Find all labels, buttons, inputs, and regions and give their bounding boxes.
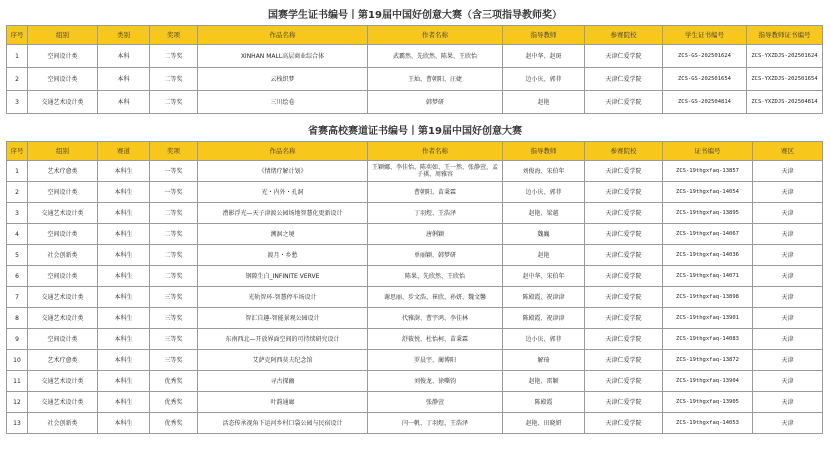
cell-cert-no: ZCS-19thgxfaq-14067 (663, 224, 753, 245)
cell-cert-no: ZCS-19thgxfaq-14071 (663, 266, 753, 287)
cell-award: 优秀奖 (150, 392, 198, 413)
cell-school: 天津仁爱学院 (585, 308, 663, 329)
cell-school: 天津仁爱学院 (585, 91, 663, 114)
cell-group: 交通艺术设计类 (28, 203, 98, 224)
cell-school: 天津仁爱学院 (585, 266, 663, 287)
cell-region: 天津 (753, 350, 823, 371)
cell-track: 本科生 (98, 392, 150, 413)
cell-index: 1 (7, 45, 28, 68)
column-header-work-title: 作品名称 (198, 142, 368, 161)
table-row (7, 371, 823, 392)
cell-index: 1 (7, 161, 28, 182)
cell-track: 本科生 (98, 413, 150, 434)
cell-work-title: 《情绪疗解计划》 (198, 161, 368, 182)
cell-award: 二等奖 (150, 45, 198, 68)
column-header-school: 参赛院校 (585, 142, 663, 161)
cell-teacher-cert-no: ZCS-YXZDJS-202501654 (747, 68, 823, 91)
cell-work-title: 寻古探幽 (198, 371, 368, 392)
column-header-group: 组别 (28, 26, 98, 45)
cell-track: 本科生 (98, 245, 150, 266)
cell-school: 天津仁爱学院 (585, 161, 663, 182)
cell-authors: 代雅澍、曹宇鸿、李佳林 (368, 308, 503, 329)
cell-work-title: 光轨智环-智慧停车场设计 (198, 287, 368, 308)
column-header-group: 组别 (28, 142, 98, 161)
column-header-authors: 作者名称 (368, 26, 503, 45)
table-header-row (7, 142, 823, 161)
cell-track: 本科生 (98, 266, 150, 287)
cell-category: 本科 (98, 91, 150, 114)
cell-region: 天津 (753, 371, 823, 392)
cell-index: 12 (7, 392, 28, 413)
cell-school: 天津仁爱学院 (585, 413, 663, 434)
cell-work-title: 钢隙生白_INFINITE VERVE (198, 266, 368, 287)
cell-advisor: 边小庆、郭菲 (503, 182, 585, 203)
section2-title: 省赛高校赛道证书编号丨第19届中国好创意大赛 (308, 126, 522, 137)
cell-group: 艺术疗愈类 (28, 350, 98, 371)
cell-cert-no: ZCS-19thgxfaq-14054 (663, 182, 753, 203)
table-row (7, 161, 823, 182)
cell-school: 天津仁爱学院 (585, 329, 663, 350)
table-row (7, 224, 823, 245)
cell-index: 3 (7, 203, 28, 224)
cell-group: 空间设计类 (28, 224, 98, 245)
cell-advisor: 赵中华、宋伯年 (503, 266, 585, 287)
cell-award: 三等奖 (150, 308, 198, 329)
cell-group: 交通艺术设计类 (28, 308, 98, 329)
cell-index: 8 (7, 308, 28, 329)
column-header-school: 参赛院校 (585, 26, 663, 45)
column-header-region: 赛区 (753, 142, 823, 161)
cell-advisor: 解琦 (503, 350, 585, 371)
cell-advisor: 赵艳 (503, 91, 585, 114)
cell-award: 优秀奖 (150, 413, 198, 434)
cell-work-title: 渡月・乡愁 (198, 245, 368, 266)
cell-region: 天津 (753, 224, 823, 245)
cell-advisor: 赵艳、雷颖 (503, 371, 585, 392)
cell-region: 天津 (753, 308, 823, 329)
cell-award: 二等奖 (150, 245, 198, 266)
cell-index: 11 (7, 371, 28, 392)
cell-region: 天津 (753, 245, 823, 266)
cell-school: 天津仁爱学院 (585, 203, 663, 224)
table-row (7, 245, 823, 266)
column-header-cert-no: 证书编号 (663, 142, 753, 161)
cell-index: 7 (7, 287, 28, 308)
cell-group: 空间设计类 (28, 182, 98, 203)
cell-cert-no: ZCS-19thgxfaq-13904 (663, 371, 753, 392)
cell-region: 天津 (753, 182, 823, 203)
cell-region: 天津 (753, 413, 823, 434)
table-row (7, 287, 823, 308)
cell-school: 天津仁爱学院 (585, 392, 663, 413)
cell-work-title: 三川绘卷 (198, 91, 368, 114)
cell-student-cert-no: ZCS-GS-202501654 (663, 68, 747, 91)
cell-award: 一等奖 (150, 161, 198, 182)
cell-region: 天津 (753, 287, 823, 308)
cell-track: 本科生 (98, 182, 150, 203)
cell-authors: 丁羽煜、王浩泽 (368, 203, 503, 224)
cell-group: 艺术疗愈类 (28, 161, 98, 182)
cell-school: 天津仁爱学院 (585, 45, 663, 68)
cell-group: 交通艺术设计类 (28, 91, 98, 114)
cell-index: 2 (7, 182, 28, 203)
cell-cert-no: ZCS-19thgxfaq-14083 (663, 329, 753, 350)
cell-advisor: 魏巍 (503, 224, 585, 245)
table-row (7, 266, 823, 287)
cell-school: 天津仁爱学院 (585, 68, 663, 91)
cell-work-title: 云栈织梦 (198, 68, 368, 91)
section1-title: 国赛学生证书编号丨第19届中国好创意大赛（含三项指导教师奖） (268, 10, 562, 21)
cell-advisor: 赵艳 (503, 245, 585, 266)
table-row (7, 68, 823, 91)
cell-track: 本科生 (98, 287, 150, 308)
cell-index: 2 (7, 68, 28, 91)
cell-authors: 罗晨宇、蔺博阳 (368, 350, 503, 371)
cell-cert-no: ZCS-19thgxfaq-13898 (663, 287, 753, 308)
cell-category: 本科 (98, 68, 150, 91)
cell-award: 二等奖 (150, 68, 198, 91)
table-row (7, 413, 823, 434)
cell-advisor: 陈殿霞、祝津津 (503, 308, 585, 329)
cell-region: 天津 (753, 203, 823, 224)
cell-advisor: 边小庆、郭菲 (503, 68, 585, 91)
cell-track: 本科生 (98, 371, 150, 392)
column-header-work-title: 作品名称 (198, 26, 368, 45)
cell-school: 天津仁爱学院 (585, 350, 663, 371)
cell-work-title: 东南西北—开放界面空间的可持续研究设计 (198, 329, 368, 350)
cell-school: 天津仁爱学院 (585, 224, 663, 245)
cell-authors: 刘俊龙、徐嘶钧 (368, 371, 503, 392)
cell-advisor: 赵艳、梁越 (503, 203, 585, 224)
cell-track: 本科生 (98, 350, 150, 371)
cell-group: 社会创新类 (28, 245, 98, 266)
cell-work-title: 溯洄之境 (198, 224, 368, 245)
cell-authors: 张静萱 (368, 392, 503, 413)
cell-group: 交通艺术设计类 (28, 371, 98, 392)
cell-authors: 谢思丽、步文浩、崔欣、孙妍、魏文馨 (368, 287, 503, 308)
table-header-row (7, 26, 823, 45)
cell-index: 13 (7, 413, 28, 434)
cell-authors: 王颖娜、李佳怡、陈奕如、王一然、张静萱、孟子祺、周雅容 (368, 161, 503, 182)
cell-region: 天津 (753, 329, 823, 350)
column-header-student-cert-no: 学生证书编号 (663, 26, 747, 45)
cell-group: 交通艺术设计类 (28, 392, 98, 413)
cell-cert-no: ZCS-19thgxfaq-13895 (663, 203, 753, 224)
column-header-advisor: 指导教师 (503, 142, 585, 161)
cell-award: 一等奖 (150, 182, 198, 203)
table-row (7, 45, 823, 68)
cell-authors: 唐俐颖 (368, 224, 503, 245)
cell-index: 10 (7, 350, 28, 371)
cell-award: 二等奖 (150, 91, 198, 114)
cell-cert-no: ZCS-19thgxfaq-13901 (663, 308, 753, 329)
column-header-award: 奖项 (150, 26, 198, 45)
cell-work-title: 智汇自趣-智能景观公园设计 (198, 308, 368, 329)
cell-advisor: 陈殿霞、祝津津 (503, 287, 585, 308)
table-row (7, 392, 823, 413)
cell-work-title: 叶韵通廊 (198, 392, 368, 413)
cell-work-title: 漕影浮光—天子津渡公园场地智慧化更新设计 (198, 203, 368, 224)
cell-award: 三等奖 (150, 329, 198, 350)
cell-advisor: 刘俊海、宋伯年 (503, 161, 585, 182)
cell-advisor: 陈殿霞 (503, 392, 585, 413)
cell-work-title: XINHAN MALL高层商业综合体 (198, 45, 368, 68)
cell-track: 本科生 (98, 161, 150, 182)
cell-authors: 单丽颖、韩梦研 (368, 245, 503, 266)
cell-cert-no: ZCS-19thgxfaq-14036 (663, 245, 753, 266)
cell-advisor: 赵中华、赵斑 (503, 45, 585, 68)
column-header-index: 序号 (7, 142, 28, 161)
cell-award: 二等奖 (150, 203, 198, 224)
cell-teacher-cert-no: ZCS-YXZDJS-202504814 (747, 91, 823, 114)
cell-advisor: 赵艳、田晓妍 (503, 413, 585, 434)
cell-advisor: 边小庆、郭菲 (503, 329, 585, 350)
cell-track: 本科生 (98, 224, 150, 245)
cell-index: 5 (7, 245, 28, 266)
cell-teacher-cert-no: ZCS-YXZDJS-202501624 (747, 45, 823, 68)
cell-authors: 韩梦研 (368, 91, 503, 114)
cell-category: 本科 (98, 45, 150, 68)
cell-authors: 王灿、曹朝阳、汪婕 (368, 68, 503, 91)
cell-cert-no: ZCS-19thgxfaq-13857 (663, 161, 753, 182)
cell-group: 空间设计类 (28, 329, 98, 350)
cell-cert-no: ZCS-19thgxfaq-14053 (663, 413, 753, 434)
cell-authors: 闫一帆、丁羽煜、王浩泽 (368, 413, 503, 434)
cell-index: 6 (7, 266, 28, 287)
cell-index: 4 (7, 224, 28, 245)
table-row (7, 350, 823, 371)
table-row (7, 308, 823, 329)
cell-track: 本科生 (98, 203, 150, 224)
cell-award: 二等奖 (150, 224, 198, 245)
cell-award: 三等奖 (150, 350, 198, 371)
cell-school: 天津仁爱学院 (585, 371, 663, 392)
cell-track: 本科生 (98, 329, 150, 350)
cell-award: 二等奖 (150, 266, 198, 287)
cell-student-cert-no: ZCS-GS-202501624 (663, 45, 747, 68)
cell-work-title: 光・内外・孔洞 (198, 182, 368, 203)
cell-track: 本科生 (98, 308, 150, 329)
cell-cert-no: ZCS-19thgxfaq-13872 (663, 350, 753, 371)
provincial-certificate-table (6, 141, 823, 434)
column-header-advisor: 指导教师 (503, 26, 585, 45)
cell-index: 9 (7, 329, 28, 350)
column-header-track: 赛道 (98, 142, 150, 161)
cell-region: 天津 (753, 266, 823, 287)
cell-group: 空间设计类 (28, 266, 98, 287)
column-header-authors: 作者名称 (368, 142, 503, 161)
table-row (7, 329, 823, 350)
cell-award: 三等奖 (150, 287, 198, 308)
column-header-index: 序号 (7, 26, 28, 45)
table-row (7, 182, 823, 203)
table-row (7, 203, 823, 224)
cell-work-title: 艾萨克阿西莫夫纪念馆 (198, 350, 368, 371)
column-header-teacher-cert-no: 指导教师证书编号 (747, 26, 823, 45)
cell-authors: 舒筱悦、杜怡柯、苗秉霖 (368, 329, 503, 350)
cell-award: 优秀奖 (150, 371, 198, 392)
cell-authors: 陈果、先欣然、王欣怡 (368, 266, 503, 287)
cell-authors: 曹朝阳、苗秉霖 (368, 182, 503, 203)
cell-authors: 武霸然、先欣然、陈果、王欣怡 (368, 45, 503, 68)
column-header-award: 奖项 (150, 142, 198, 161)
cell-index: 3 (7, 91, 28, 114)
cell-region: 天津 (753, 392, 823, 413)
cell-region: 天津 (753, 161, 823, 182)
cell-group: 交通艺术设计类 (28, 287, 98, 308)
table-row (7, 91, 823, 114)
cell-school: 天津仁爱学院 (585, 182, 663, 203)
cell-group: 空间设计类 (28, 45, 98, 68)
cell-cert-no: ZCS-19thgxfaq-13905 (663, 392, 753, 413)
cell-school: 天津仁爱学院 (585, 287, 663, 308)
cell-student-cert-no: ZCS-GS-202504814 (663, 91, 747, 114)
cell-group: 社会创新类 (28, 413, 98, 434)
national-certificate-table (6, 25, 823, 114)
cell-work-title: 活态传承视角下运河乡村口袋公园与民宿设计 (198, 413, 368, 434)
column-header-category: 类别 (98, 26, 150, 45)
cell-group: 空间设计类 (28, 68, 98, 91)
cell-school: 天津仁爱学院 (585, 245, 663, 266)
